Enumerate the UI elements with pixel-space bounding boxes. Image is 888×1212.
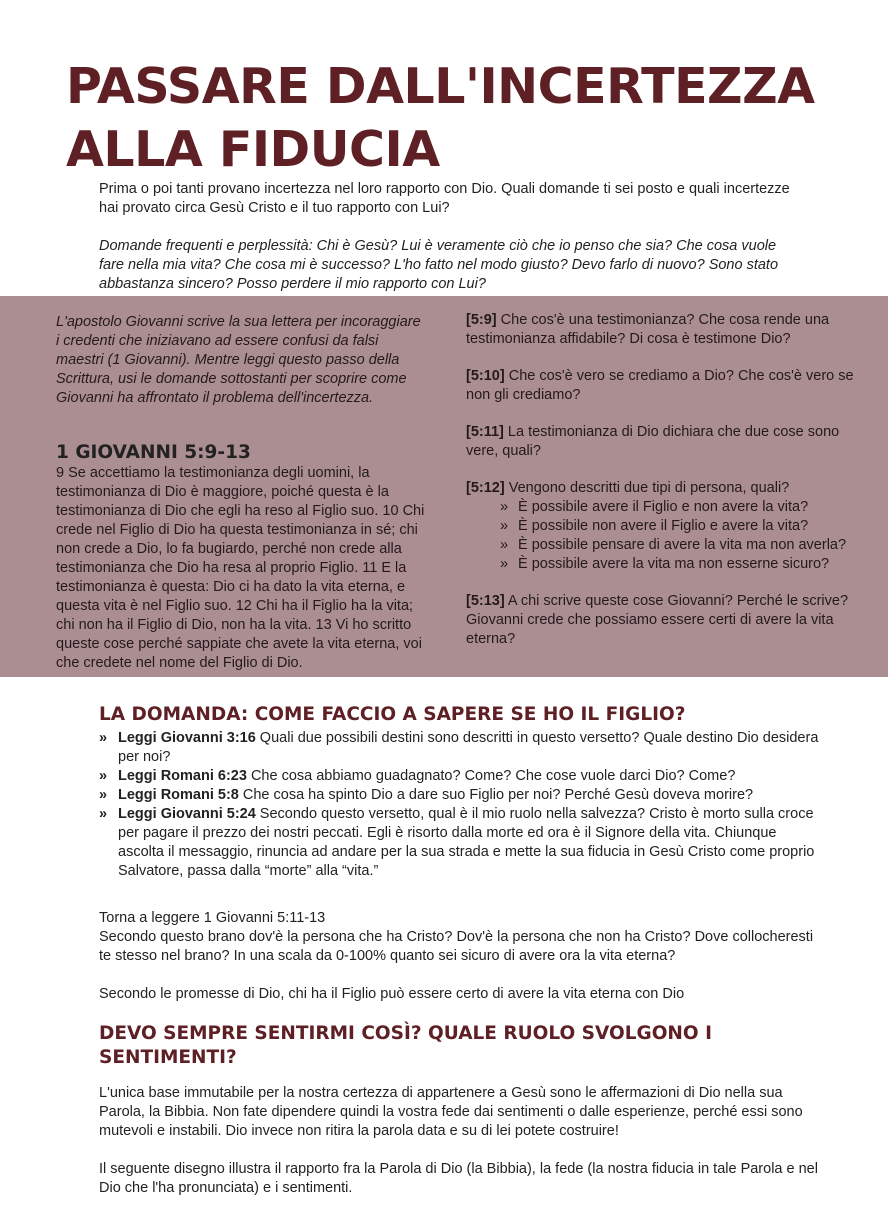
bullet-icon: »: [500, 537, 509, 553]
domanda-heading: LA DOMANDA: COME FACCIO A SAPERE SE HO IL FIGLIO?: [99, 704, 686, 725]
sentimenti-section: [99, 1022, 819, 1198]
question-5-12-list: [466, 498, 861, 574]
intro-paragraph: Prima o poi tanti provano incertezza nel loro rapporto con Dio. Quali domande ti sei posto e quali incertezze hai provato circa Gesù Cristo e il tuo rapporto con Lui?: [99, 181, 790, 216]
list-item: » Leggi Giovanni 5:24 Secondo questo versetto, qual è il mio ruolo nella salvezza? Cristo è morto sulla croce per pagare il prezzo dei nostri peccati. Egli è risorto dalla morte ed ora è il Signore della vita. Chiunque ascolta il messaggio, rinuncia ad andare per la sua strada e mette la sua fiducia in Gesù Cristo come proprio Salvatore, passa dalla “morte” alla “vita.”: [99, 806, 815, 879]
sentimenti-paragraph-2: Il seguente disegno illustra il rapporto fra la Parola di Dio (la Bibbia), la fede (la nostra fiducia in tale Parola e nel Dio che l'ha pronunciata) e i sentimenti.: [99, 1161, 818, 1196]
list-item: » È possibile pensare di avere la vita ma non averla?: [500, 537, 847, 553]
promesse-text: Secondo le promesse di Dio, chi ha il Figlio può essere certo di avere la vita eterna con Dio: [99, 986, 685, 1002]
passage-text: 9 Se accettiamo la testimonianza degli uomini, la testimonianza di Dio è maggiore, poiché questa è la testimonianza di Dio che egli ha reso al Figlio suo. 10 Chi crede nel Figlio di Dio ha questa testimonianza in sé; chi non crede a Dio, lo fa bugiardo, perché non crede alla testimonianza che Dio ha resa al proprio Figlio. 11 E la testimonianza è questa: Dio ci ha dato la vita eterna, e questa vita è nel Figlio suo. 12 Chi ha il Figlio ha la vita; chi non ha il Figlio di Dio, non ha la vita. 13 Vi ho scritto queste cose perché sappiate che avete la vita eterna, voi che credete nel nome del Figlio di Dio.: [56, 465, 425, 671]
bullet-icon: »: [500, 556, 509, 572]
question-5-12: [5:12] Vengono descritti due tipi di persona, quali? » È possibile avere il Figlio e non avere la vita? » È possibile non avere il Figlio e avere la vita? » È possibile pensare di avere la vita ma non averla? » È possibile avere la vita ma non esserne sicuro?: [466, 479, 861, 574]
list-item: » È possibile avere il Figlio e non avere la vita?: [500, 499, 809, 515]
torna-title: Torna a leggere 1 Giovanni 5:11-13: [99, 910, 326, 926]
sentimenti-paragraph-1: L'unica base immutabile per la nostra certezza di appartenere a Gesù sono le affermazioni di Dio nella sua Parola, la Bibbia. Non fate dipendere quindi la vostra fede dai sentimenti o dalle esperienze, perché essi sono mutevoli e instabili. Dio invece non ritira la parola data e su di lei potete costruire!: [99, 1085, 803, 1139]
torna-text: Secondo questo brano dov'è la persona che ha Cristo? Dov'è la persona che non ha Cristo? Dove collocheresti te stesso nel brano? In una scala da 0-100% quanto sei sicuro di avere ora la vita eterna?: [99, 929, 814, 964]
list-item: » È possibile non avere il Figlio e avere la vita?: [500, 518, 809, 534]
passage-column: [56, 313, 426, 673]
question-5-10: [5:10] Che cos'è vero se crediamo a Dio? Che cos'è vero se non gli crediamo?: [466, 368, 854, 403]
questions-column: [466, 311, 861, 667]
question-5-11: [5:11] La testimonianza di Dio dichiara che due cose sono vere, quali?: [466, 424, 840, 459]
sentimenti-heading: DEVO SEMPRE SENTIRMI COSÌ? QUALE RUOLO SVOLGONO I SENTIMENTI?: [99, 1023, 712, 1068]
reading-list: [99, 729, 819, 881]
question-5-9: [5:9] Che cos'è una testimonianza? Che cosa rende una testimonianza affidabile? Di cosa è testimone Dio?: [466, 312, 830, 347]
page-title: [66, 55, 866, 181]
list-item: » Leggi Romani 5:8 Che cosa ha spinto Dio a dare suo Figlio per noi? Perché Gesù doveva morire?: [99, 787, 754, 803]
intro-questions: Domande frequenti e perplessità: Chi è Gesù? Lui è veramente ciò che io penso che sia? Che cosa vuole fare nella mia vita? Che cosa mi è successo? L'ho fatto nel modo giusto? Devo farlo di nuovo? Sono stato abbastanza sincero? Posso perdere il mio rapporto con Lui?: [99, 238, 779, 292]
bullet-icon: »: [500, 499, 509, 515]
list-item: » Leggi Giovanni 3:16 Quali due possibili destini sono descritti in questo versetto? Quale destino Dio desidera per noi?: [99, 730, 819, 765]
bullet-icon: »: [99, 730, 108, 746]
bullet-icon: »: [99, 787, 108, 803]
bullet-icon: »: [99, 768, 108, 784]
torna-section: [99, 909, 819, 1004]
passage-intro: L'apostolo Giovanni scrive la sua lettera per incoraggiare i credenti che iniziavano ad essere confusi da falsi maestri (1 Giovanni). Mentre leggi questo passo della Scrittura, usi le domande sottostanti per scoprire come Giovanni ha affrontato il problema dell'incertezza.: [56, 314, 421, 406]
title-line-2: ALLA FIDUCIA: [66, 121, 440, 178]
intro-section: [99, 180, 799, 313]
title-line-1: PASSARE DALL'INCERTEZZA: [66, 58, 815, 115]
question-5-13: [5:13] A chi scrive queste cose Giovanni? Perché le scrive? Giovanni crede che possiamo essere certi di avere la vita eterna?: [466, 593, 849, 647]
list-item: » Leggi Romani 6:23 Che cosa abbiamo guadagnato? Come? Che cose vuole darci Dio? Come?: [99, 768, 736, 784]
list-item: » È possibile avere la vita ma non esserne sicuro?: [500, 556, 830, 572]
bullet-icon: »: [500, 518, 509, 534]
passage-heading: 1 GIOVANNI 5:9-13: [56, 442, 251, 463]
bullet-icon: »: [99, 806, 108, 822]
domanda-section: [99, 703, 819, 881]
